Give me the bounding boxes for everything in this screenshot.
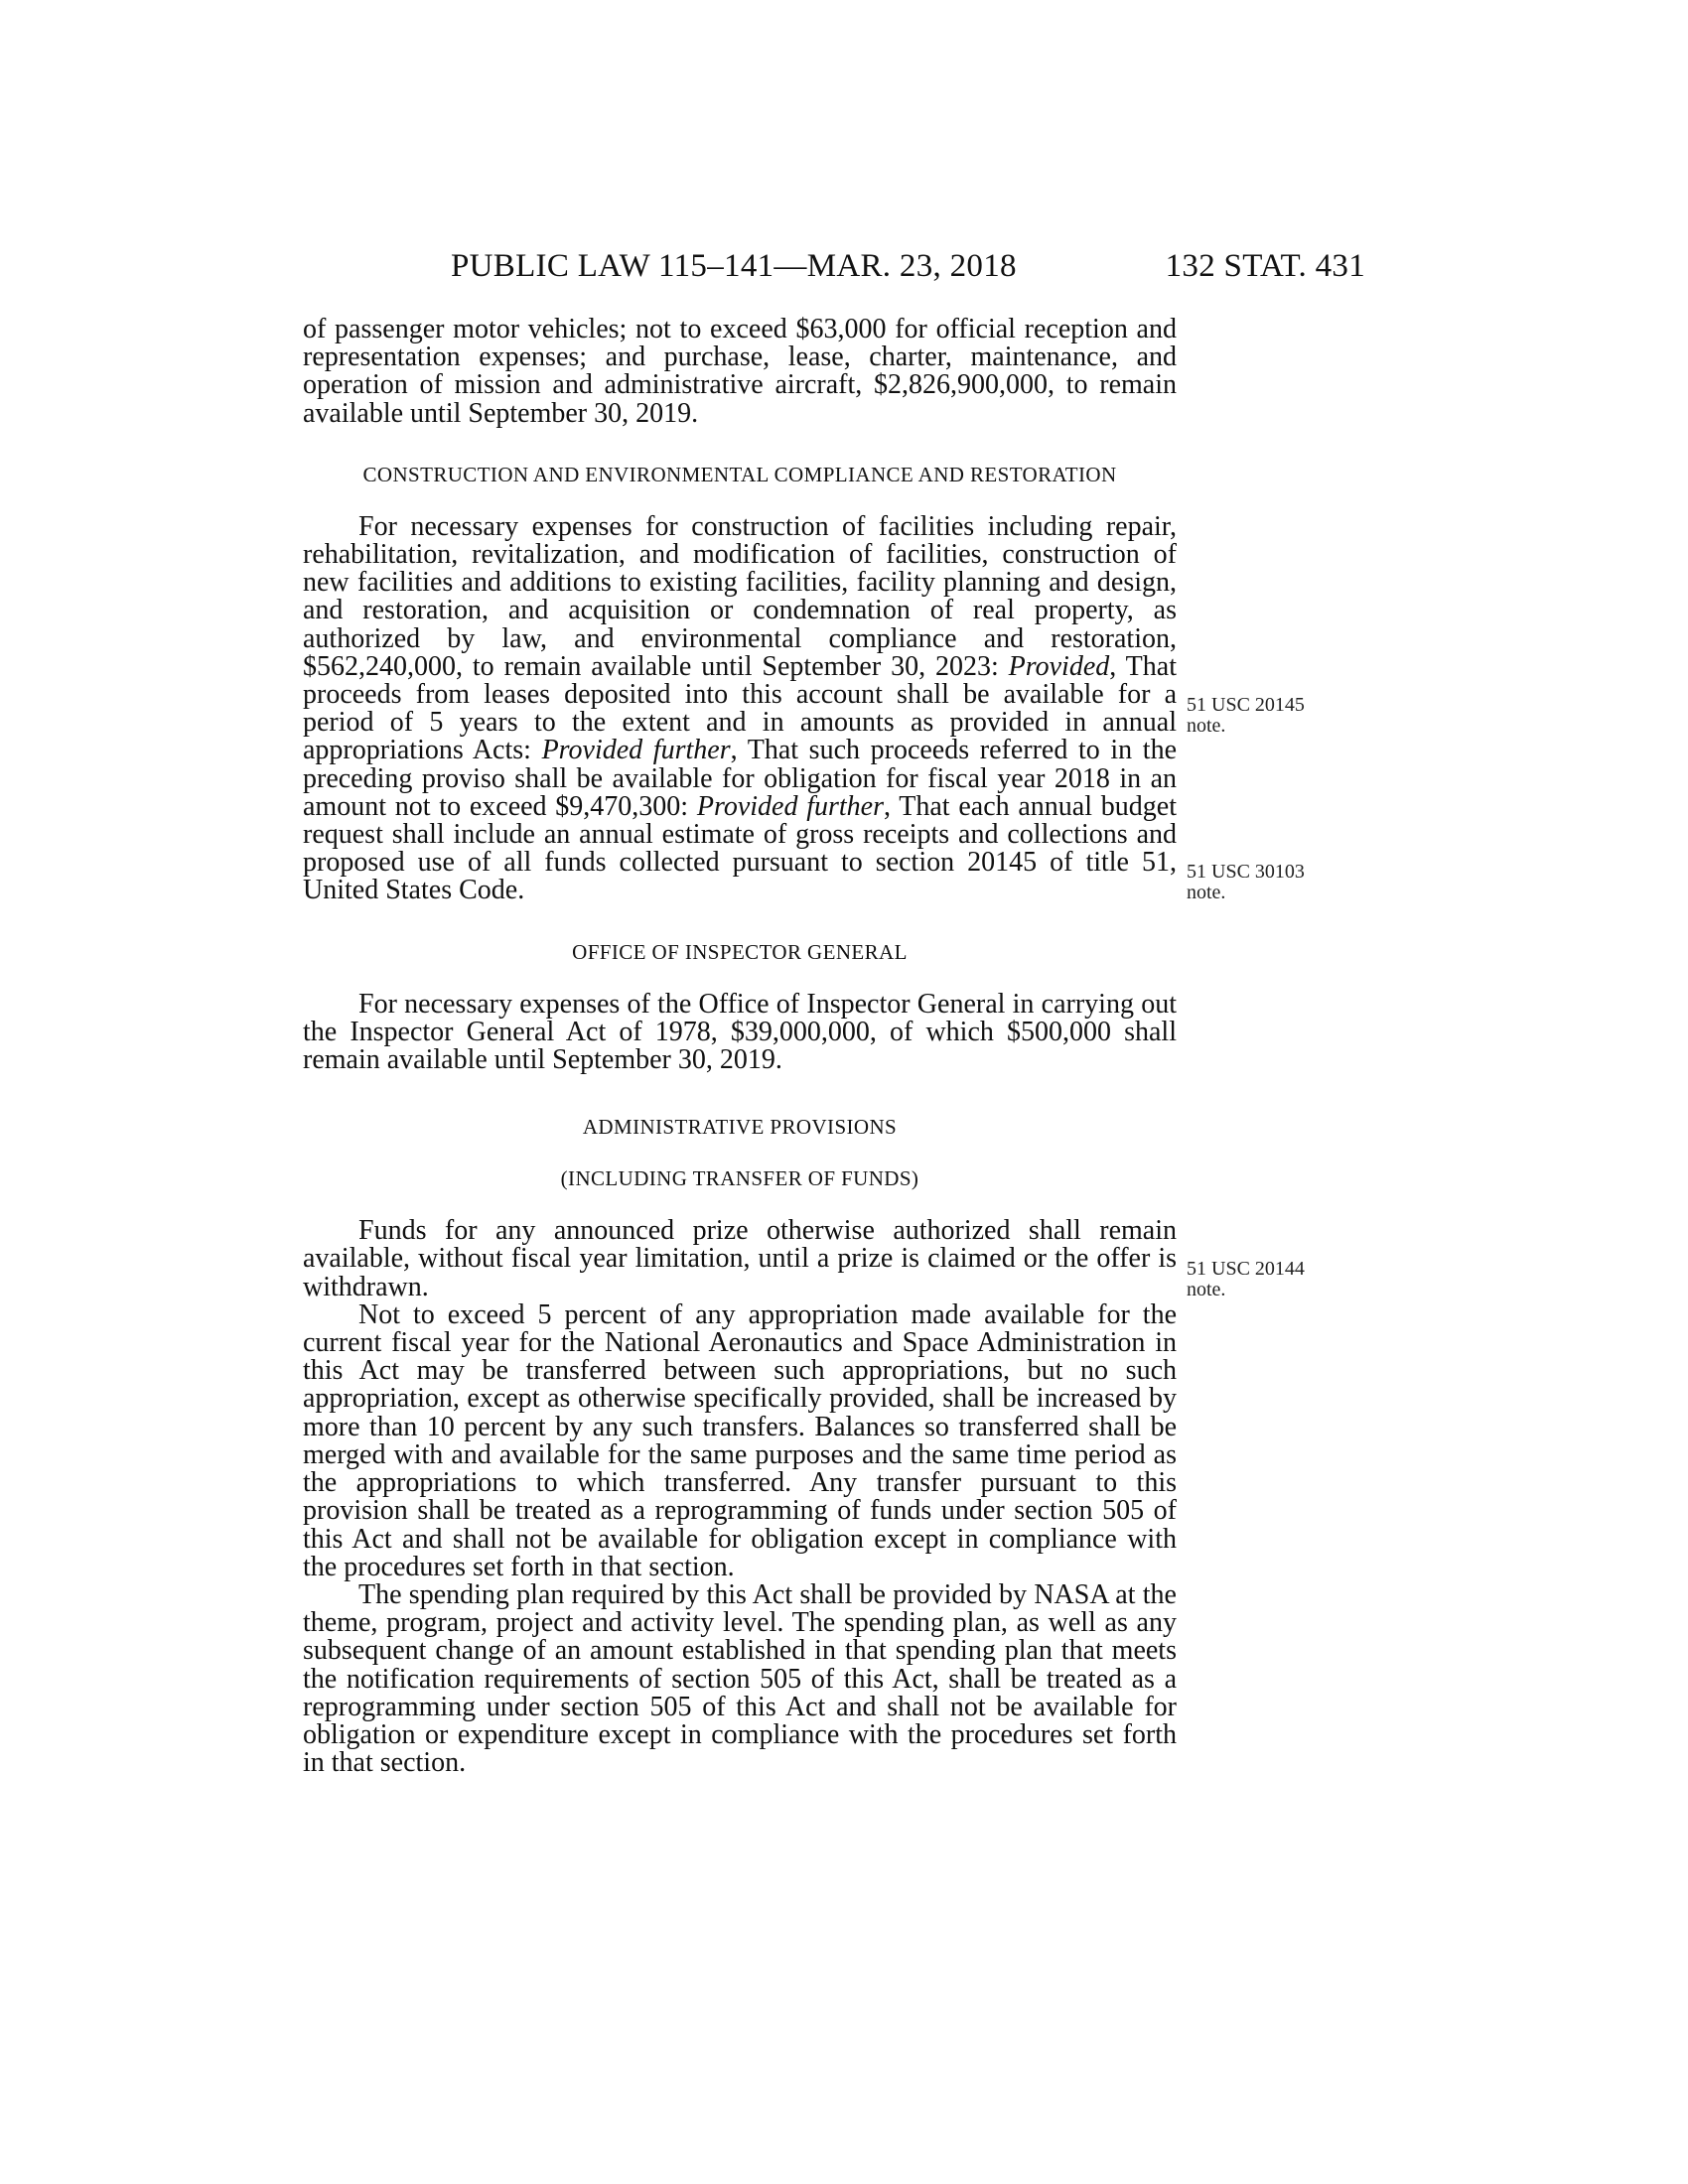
heading-administrative-provisions: ADMINISTRATIVE PROVISIONS: [582, 1115, 898, 1140]
margin-note-label: note.: [1187, 715, 1226, 737]
header-title: PUBLIC LAW 115–141—MAR. 23, 2018: [451, 248, 1017, 284]
margin-note-citation: 51 USC 20144: [1187, 1258, 1305, 1280]
heading-construction: CONSTRUCTION AND ENVIRONMENTAL COMPLIANCE AND RESTORATION: [362, 462, 1117, 486]
construction-text-a: For necessary expenses for construction of facilities including repair, rehabilitation, revitalization, and modification of facilities, construction of new facilities and additions to existing facilities, facility planning and design, and restoration, and acquisition or condemnation of real property, as authorized by law, and environmental compliance and restoration, $562,240,000, to remain available until September 30, 2023:: [303, 510, 1177, 682]
paragraph-inspector-general: For necessary expenses of the Office of Inspector General in carrying out the Inspector General Act of 1978, $39,000,000, of which $500,000 shall remain available until September 30, 2019.: [303, 988, 1177, 1076]
proviso-provided-further-1: Provided further: [541, 735, 731, 766]
paragraph-prize-funds: Funds for any announced prize otherwise authorized shall remain available, without fiscal year limitation, until a prize is claimed or the offer is withdrawn.: [303, 1215, 1177, 1302]
margin-note-20144: [1187, 1259, 1326, 1300]
heading-inspector-general: OFFICE OF INSPECTOR GENERAL: [572, 939, 908, 964]
margin-note-citation: 51 USC 20145: [1187, 694, 1305, 716]
paragraph-spending-plan: The spending plan required by this Act shall be provided by NASA at the theme, program, project and activity level. The spending plan, as well as any subsequent change of an amount established in that spending plan that meets the notification requirements of section 505 of this Act, shall be treated as a reprogramming under section 505 of this Act and shall not be available for obligation or expenditure except in compliance with the procedures set forth in that section.: [303, 1578, 1177, 1779]
margin-note-label: note.: [1187, 1279, 1226, 1300]
paragraph-construction: [303, 510, 1178, 906]
document-body: [303, 316, 1177, 1777]
paragraph-aircraft-expenses: of passenger motor vehicles; not to exceed $63,000 for official reception and representation expenses; and purchase, lease, charter, maintenance, and operation of mission and administrative aircraft, $2,826,900,000, to remain available until September 30, 2019.: [303, 314, 1177, 429]
margin-note-20145: [1187, 695, 1326, 737]
proviso-provided-further-2: Provided further: [696, 790, 884, 822]
paragraph-transfer-limit: Not to exceed 5 percent of any appropriation made available for the current fiscal year for the National Aeronautics and Space Administration in this Act may be transferred between such appropriations, but no such appropriation, except as otherwise specifically provided, shall be increased by more than 10 percent by any such transfers. Balances so transferred shall be merged with and available for the same purposes and the same time period as the appropriations to which transferred. Any transfer pursuant to this provision shall be treated as a reprogramming of funds under section 505 of this Act and shall not be available for obligation except in compliance with the procedures set forth in that section.: [303, 1298, 1177, 1582]
running-header: [0, 248, 1688, 288]
heading-transfer-of-funds: (INCLUDING TRANSFER OF FUNDS): [560, 1166, 919, 1191]
proviso-provided: Provided: [1008, 650, 1110, 682]
construction-text-b: , That proceeds from leases deposited into this account shall be available for a period of 5 years to the extent and in amounts as provided in annual appropriations Acts:: [303, 650, 1177, 766]
construction-text-d: , That each annual budget request shall include an annual estimate of gross receipts and collections and proposed use of all funds collected pursuant to section 20145 of title 51, United States Code.: [303, 790, 1177, 906]
margin-note-citation: 51 USC 30103: [1187, 861, 1305, 883]
construction-text-c: , That such proceeds referred to in the preceding proviso shall be available for obligation for fiscal year 2018 in an amount not to exceed $9,470,300:: [303, 735, 1178, 822]
margin-note-30103: [1187, 862, 1326, 903]
margin-note-label: note.: [1187, 882, 1226, 903]
header-stat-page: 132 STAT. 431: [1165, 248, 1365, 284]
